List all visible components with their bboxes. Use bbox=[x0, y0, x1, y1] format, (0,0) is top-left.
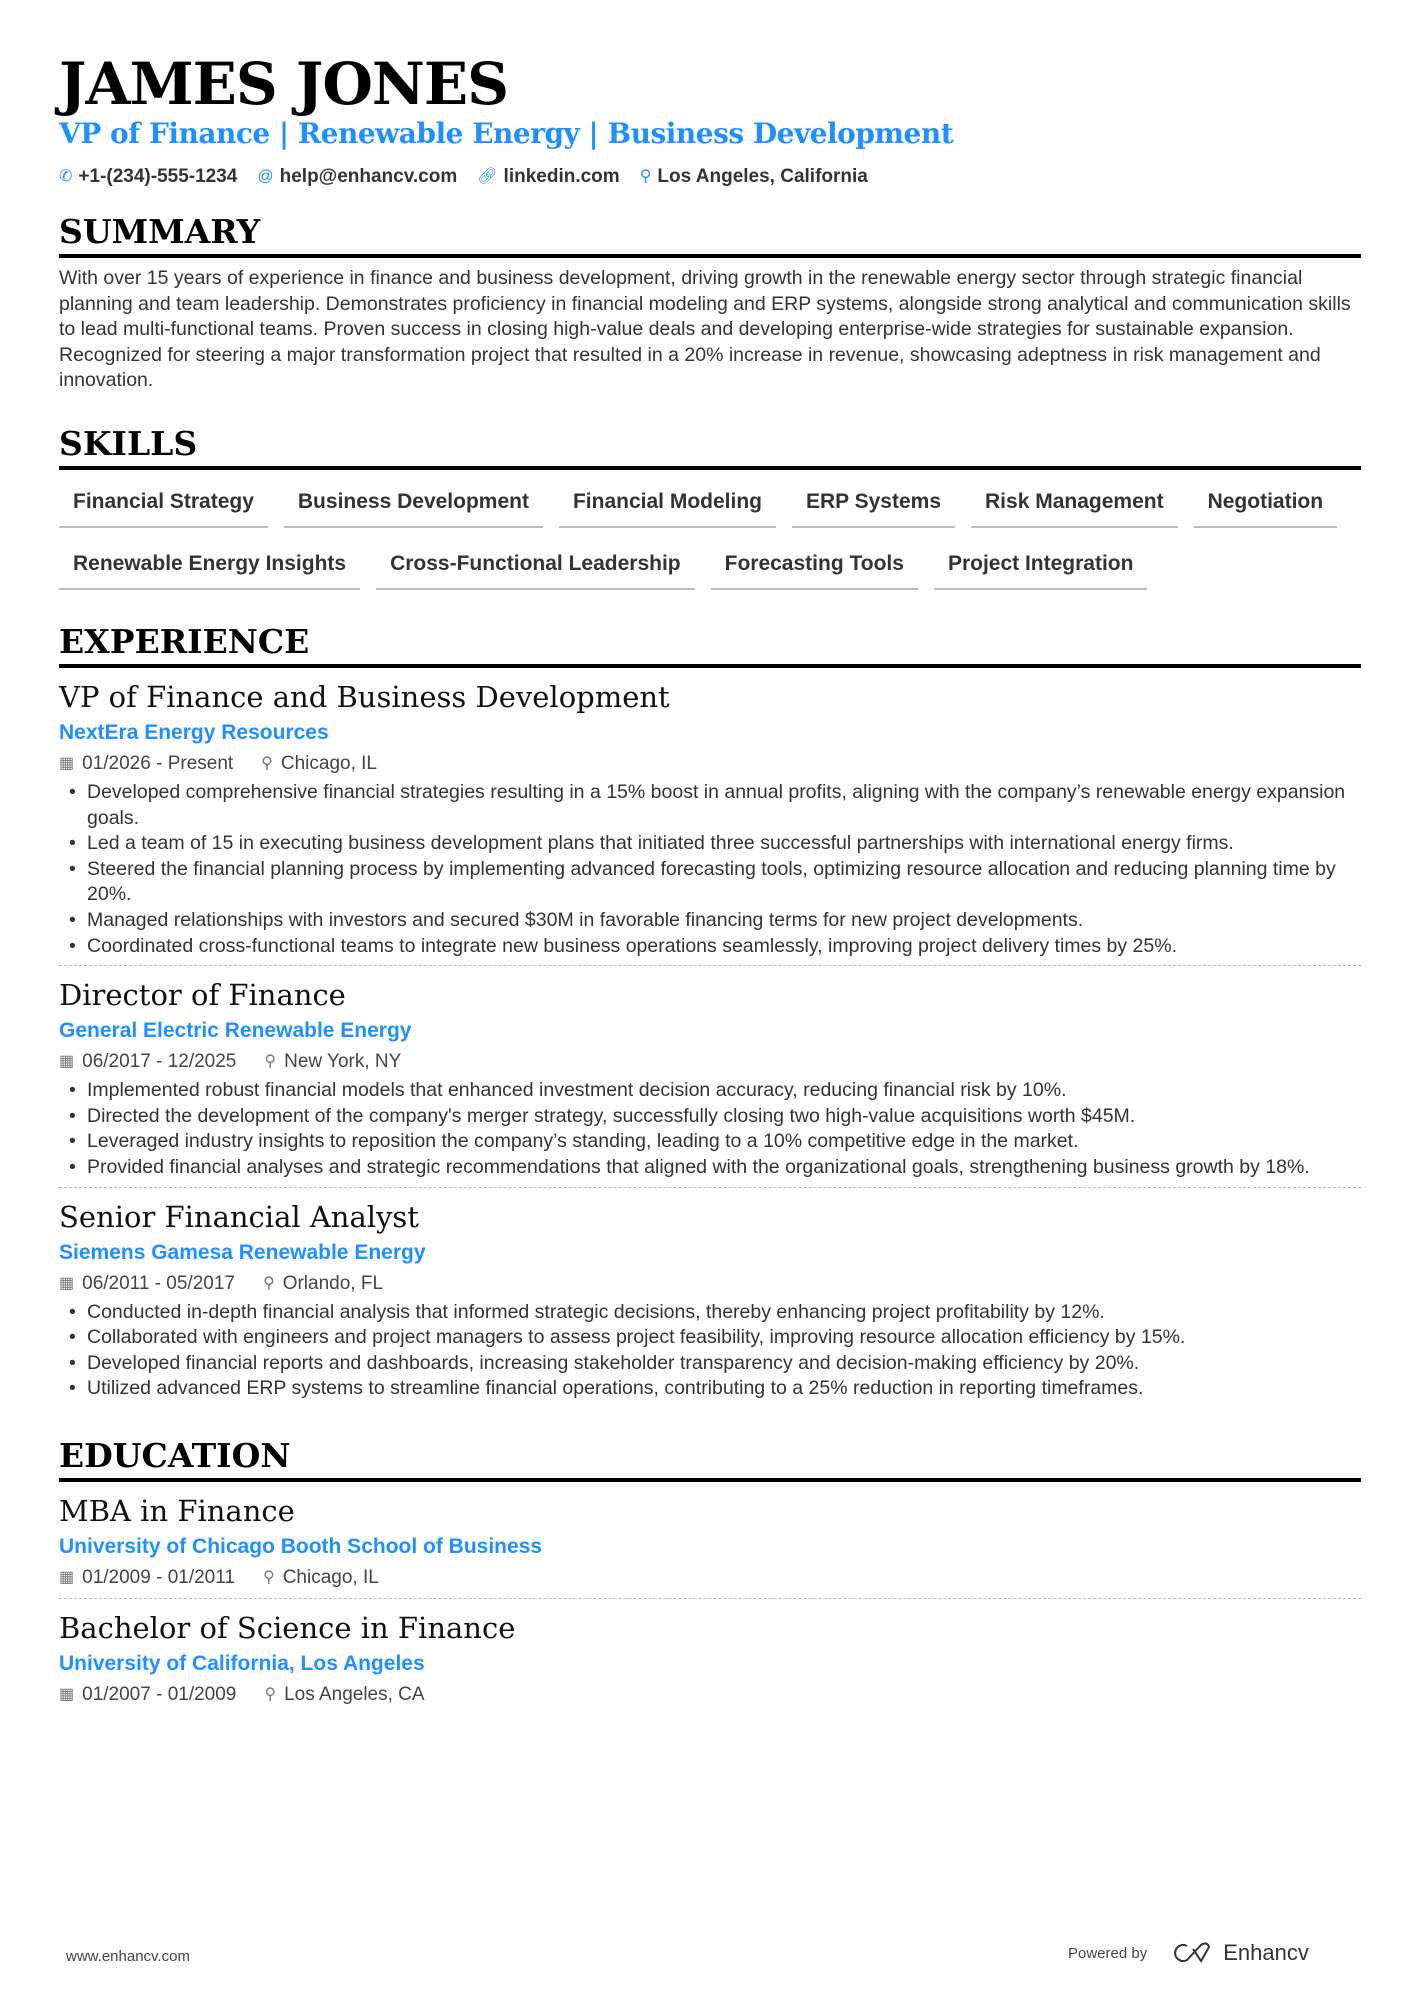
bullet-item: • Leveraged industry insights to reposition the company’s standing, leading to a 10% competitive edge in the market. bbox=[59, 1129, 1361, 1155]
bullet-item: • Implemented robust financial models that enhanced investment decision accuracy, reducing financial risk by 10%. bbox=[59, 1078, 1361, 1104]
company-name: NextEra Energy Resources bbox=[59, 720, 329, 744]
location-icon: ⚲ bbox=[262, 1568, 275, 1586]
job-title: Senior Financial Analyst bbox=[59, 1199, 419, 1234]
footer-powered bbox=[1068, 1940, 1309, 1966]
enhancv-logo-icon bbox=[1171, 1941, 1215, 1965]
location-text: Chicago, IL bbox=[280, 752, 378, 774]
date-range bbox=[59, 750, 233, 778]
meta-row bbox=[59, 750, 1361, 778]
skill-tag: Financial Strategy bbox=[59, 480, 268, 528]
phone-icon: ✆ bbox=[59, 168, 73, 185]
contact-location bbox=[640, 164, 868, 190]
summary-text: With over 15 years of experience in finance and business development, driving growth in the renewable energy sector through strategic financial planning and team leadership. Demonstrates proficiency in financial modeling and ERP systems, alongside strong analytical and communication skills to lead multi-functional teams. Proven success in closing high-value deals and developing enterprise-wide strategies for sustainable expansion. Recognized for steering a major transformation project that resulted in a 20% increase in revenue, showcasing adeptness in risk management and innovation. bbox=[59, 267, 1351, 392]
skill-tag: Negotiation bbox=[1194, 480, 1338, 528]
summary-section bbox=[59, 212, 1361, 394]
brand-text: Enhancv bbox=[1223, 1940, 1309, 1965]
bullet-item: • Managed relationships with investors and secured $30M in favorable financing terms for new project developments. bbox=[59, 908, 1361, 934]
bullet-item: • Provided financial analyses and strategic recommendations that aligned with the organizational goals, strengthening business growth by 18%. bbox=[59, 1155, 1361, 1181]
skill-tag: Cross-Functional Leadership bbox=[376, 542, 695, 590]
degree-title: Bachelor of Science in Finance bbox=[59, 1610, 516, 1645]
linkedin-text[interactable]: linkedin.com bbox=[503, 166, 620, 187]
date-range bbox=[59, 1270, 235, 1298]
meta-row bbox=[59, 1048, 1361, 1076]
calendar-icon: ▦ bbox=[59, 754, 75, 772]
skill-tag: Risk Management bbox=[971, 480, 1178, 528]
degree-title: MBA in Finance bbox=[59, 1493, 295, 1528]
skills-list bbox=[59, 480, 1361, 590]
date-range bbox=[59, 1681, 236, 1709]
date-text: 01/2009 - 01/2011 bbox=[82, 1566, 235, 1588]
location-icon: ⚲ bbox=[264, 1685, 277, 1703]
education-entry bbox=[59, 1482, 1361, 1599]
bullet-item: • Steered the financial planning process by implementing advanced forecasting tools, optimizing resource allocation and reducing planning time by 20%. bbox=[59, 857, 1361, 908]
skill-tag: ERP Systems bbox=[792, 480, 955, 528]
location bbox=[261, 750, 377, 778]
location-icon: ⚲ bbox=[262, 1274, 275, 1292]
job-entry bbox=[59, 966, 1361, 1187]
location-text: Los Angeles, CA bbox=[284, 1683, 425, 1705]
job-entry bbox=[59, 668, 1361, 966]
company-name: General Electric Renewable Energy bbox=[59, 1019, 412, 1043]
powered-by-text: Powered by bbox=[1068, 1944, 1148, 1962]
section-title: SUMMARY bbox=[59, 212, 1361, 258]
calendar-icon: ▦ bbox=[59, 1053, 75, 1071]
candidate-subtitle: VP of Finance | Renewable Energy | Business Development bbox=[59, 117, 954, 150]
skill-tag: Forecasting Tools bbox=[711, 542, 918, 590]
experience-section bbox=[59, 622, 1361, 1408]
phone-text: +1-(234)-555-1234 bbox=[78, 166, 238, 187]
resume-page bbox=[59, 50, 1361, 1715]
skills-section bbox=[59, 424, 1361, 590]
location-icon: ⚲ bbox=[264, 1053, 277, 1071]
date-text: 06/2017 - 12/2025 bbox=[82, 1051, 237, 1073]
date-text: 01/2007 - 01/2009 bbox=[82, 1683, 237, 1705]
education-section bbox=[59, 1436, 1361, 1715]
bullet-item: • Developed financial reports and dashboards, increasing stakeholder transparency and decision-making efficiency by 20%. bbox=[59, 1351, 1361, 1377]
education-list bbox=[59, 1482, 1361, 1715]
location bbox=[263, 1270, 383, 1298]
job-title: Director of Finance bbox=[59, 978, 346, 1013]
location-text: New York, NY bbox=[284, 1051, 402, 1073]
bullet-item: • Coordinated cross-functional teams to integrate new business operations seamlessly, improving project delivery times by 25%. bbox=[59, 934, 1361, 960]
location-text: Los Angeles, California bbox=[657, 166, 868, 187]
location bbox=[264, 1681, 424, 1709]
skill-tag: Renewable Energy Insights bbox=[59, 542, 360, 590]
section-title: EXPERIENCE bbox=[59, 622, 1361, 668]
school-name: University of California, Los Angeles bbox=[59, 1651, 425, 1675]
link-icon: 🔗︎ bbox=[477, 168, 498, 185]
company-name: Siemens Gamesa Renewable Energy bbox=[59, 1240, 426, 1264]
date-text: 06/2011 - 05/2017 bbox=[82, 1272, 235, 1294]
bullet-list bbox=[59, 1078, 1361, 1180]
bullet-list bbox=[59, 1300, 1361, 1402]
bullet-item: • Conducted in-depth financial analysis that informed strategic decisions, thereby enhancing project profitability by 12%. bbox=[59, 1300, 1361, 1326]
footer-website[interactable]: www.enhancv.com bbox=[66, 1948, 190, 1965]
job-entry bbox=[59, 1188, 1361, 1408]
skill-tag: Business Development bbox=[284, 480, 543, 528]
location bbox=[264, 1048, 401, 1076]
contact-email[interactable] bbox=[257, 164, 457, 190]
candidate-name: JAMES JONES bbox=[59, 50, 509, 118]
at-icon: @ bbox=[257, 168, 274, 185]
education-entry bbox=[59, 1599, 1361, 1715]
location-text: Chicago, IL bbox=[282, 1566, 379, 1588]
skill-tag: Project Integration bbox=[934, 542, 1148, 590]
school-name: University of Chicago Booth School of Business bbox=[59, 1534, 543, 1558]
bullet-list bbox=[59, 780, 1361, 959]
contact-bar bbox=[59, 164, 1361, 190]
section-title: EDUCATION bbox=[59, 1436, 1361, 1482]
location-text: Orlando, FL bbox=[282, 1272, 384, 1294]
bullet-item: • Led a team of 15 in executing business development plans that initiated three successful partnerships with international energy firms. bbox=[59, 831, 1361, 857]
jobs-list bbox=[59, 668, 1361, 1408]
location-icon: ⚲ bbox=[639, 168, 652, 185]
calendar-icon: ▦ bbox=[59, 1568, 75, 1586]
skill-tag: Financial Modeling bbox=[559, 480, 776, 528]
section-title: SKILLS bbox=[59, 424, 1361, 470]
location bbox=[263, 1564, 379, 1592]
contact-phone bbox=[59, 164, 237, 190]
bullet-item: • Collaborated with engineers and project managers to assess project feasibility, improving resource allocation efficiency by 15%. bbox=[59, 1325, 1361, 1351]
bullet-item: • Directed the development of the company's merger strategy, successfully closing two high-value acquisitions worth $45M. bbox=[59, 1104, 1361, 1130]
date-range bbox=[59, 1048, 236, 1076]
meta-row bbox=[59, 1564, 1361, 1592]
enhancv-logo bbox=[1171, 1940, 1309, 1966]
meta-row bbox=[59, 1270, 1361, 1298]
calendar-icon: ▦ bbox=[59, 1274, 75, 1292]
job-title: VP of Finance and Business Development bbox=[59, 679, 670, 714]
meta-row bbox=[59, 1681, 1361, 1709]
bullet-item: • Utilized advanced ERP systems to streamline financial operations, contributing to a 25% reduction in reporting timeframes. bbox=[59, 1376, 1361, 1402]
date-range bbox=[59, 1564, 235, 1592]
contact-link[interactable] bbox=[477, 164, 619, 190]
date-text: 01/2026 - Present bbox=[82, 752, 234, 774]
bullet-item: • Developed comprehensive financial strategies resulting in a 15% boost in annual profits, aligning with the company’s renewable energy expansion goals. bbox=[59, 780, 1361, 831]
email-text[interactable]: help@enhancv.com bbox=[279, 166, 458, 187]
calendar-icon: ▦ bbox=[59, 1685, 75, 1703]
location-icon: ⚲ bbox=[261, 754, 273, 772]
